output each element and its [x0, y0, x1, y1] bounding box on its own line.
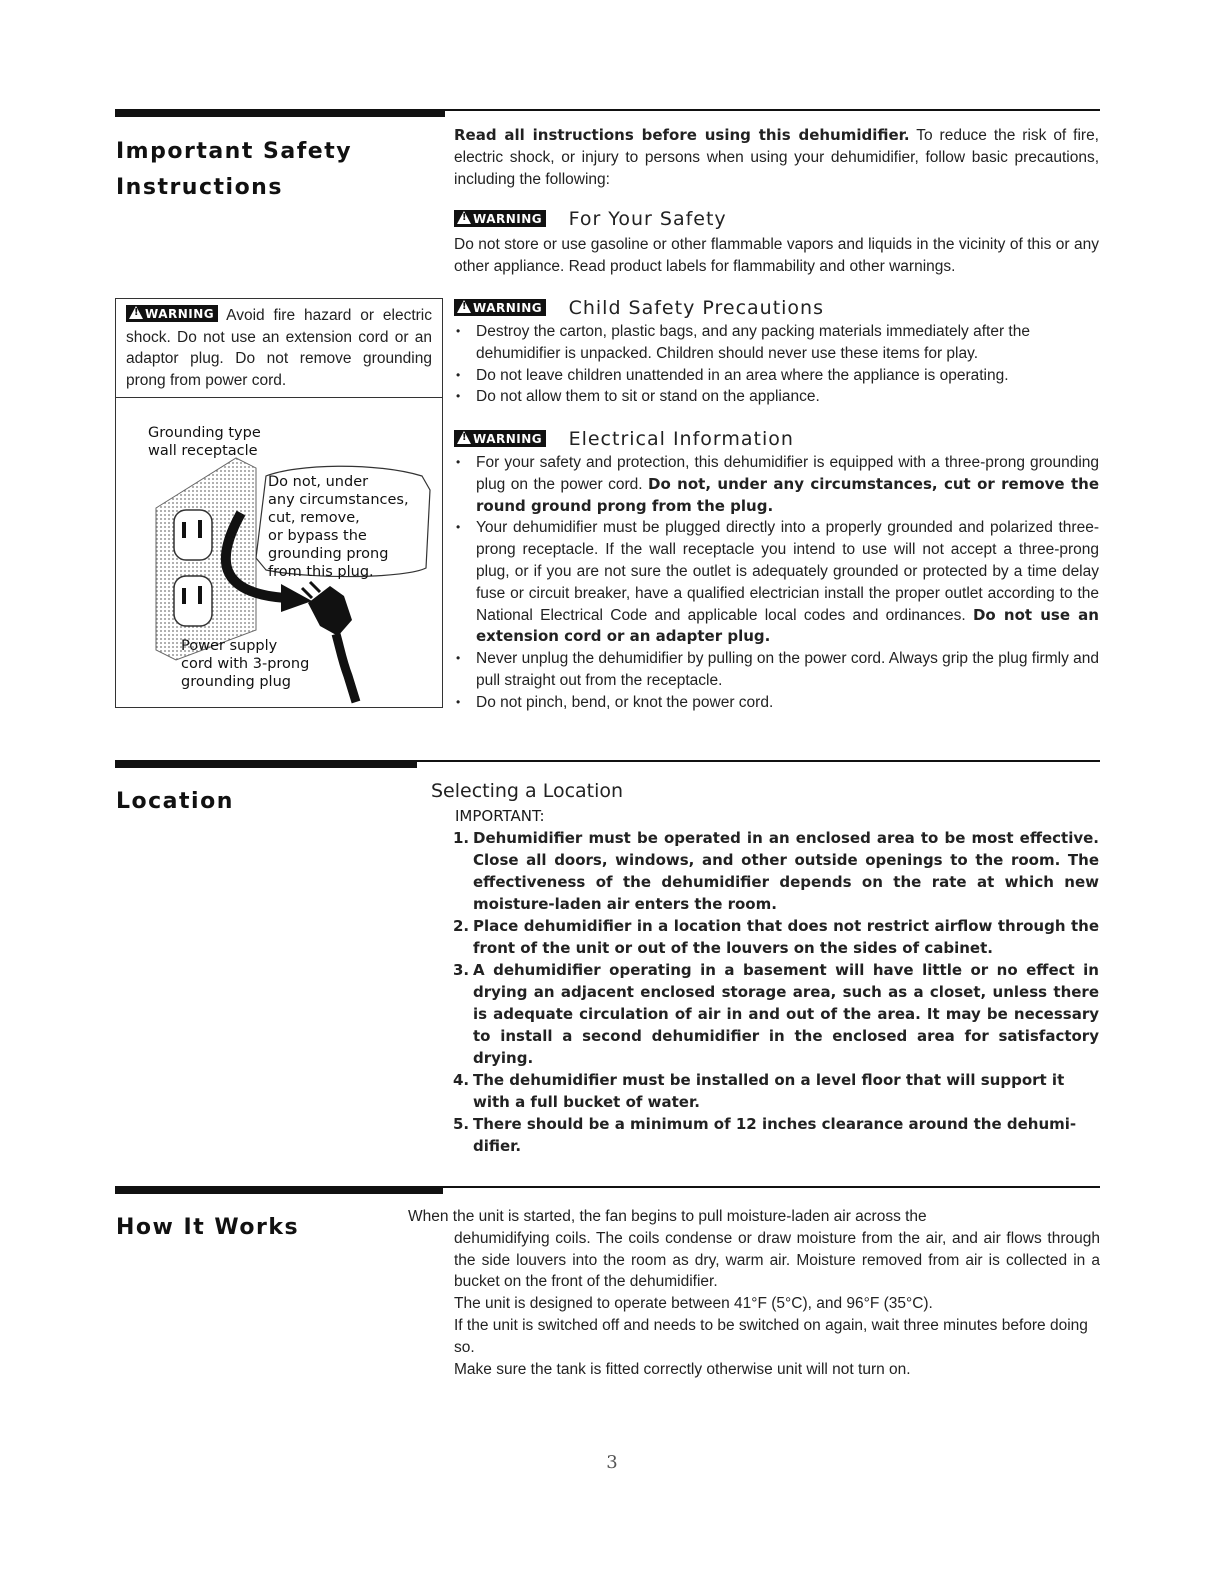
side-warning-box: [115, 298, 443, 398]
warning-triangle-icon: [129, 306, 143, 319]
child-safety-title: Child Safety Precautions: [568, 297, 824, 319]
electrical-block: [454, 428, 1099, 714]
how-it-works-heading: How It Works: [116, 1215, 300, 1240]
how-it-works-para2: The unit is designed to operate between 41°F (5°C), and 96°F (35°C).: [454, 1295, 933, 1313]
location-subheading: Selecting a Location: [431, 780, 624, 802]
location-list: [453, 827, 1099, 1157]
how-it-works-content: [408, 1206, 1100, 1380]
how-it-works-para4: Make sure the tank is fitted correctly otherwise unit will not turn on.: [454, 1360, 911, 1378]
child-safety-list: [454, 321, 1099, 408]
warning-triangle-icon: [457, 300, 471, 313]
safety-heading-line2: Instructions: [116, 175, 283, 200]
list-item: • Never unplug the dehumidifier by pulling on the power cord. Always grip the plug firmly and pull straight out from the receptacle.: [454, 648, 1099, 692]
location-heading: Location: [116, 789, 234, 814]
electrical-list: [454, 452, 1099, 714]
electrical-title: Electrical Information: [568, 428, 794, 450]
warning-badge: !WARNING: [454, 299, 546, 316]
warning-triangle-icon: [457, 431, 471, 444]
list-item: • Do not allow them to sit or stand on the appliance.: [454, 386, 1099, 408]
section-rule-thick: [115, 1186, 443, 1194]
how-it-works-para3: If the unit is switched off and needs to be switched on again, wait three minutes before doing so.: [454, 1316, 1088, 1356]
warning-badge: !WARNING: [126, 305, 218, 322]
warning-triangle-icon: [457, 211, 471, 224]
warning-badge: !WARNING: [454, 210, 546, 227]
safety-heading-line1: Important Safety: [116, 139, 353, 164]
list-item: 1. Dehumidifier must be operated in an enclosed area to be most effective. Close all doors, windows, and other outside openings to the room. The effectiveness of the dehumidifier depends on the rate at which new moisture-laden air enters the room.: [453, 829, 1099, 913]
how-it-works-para1: dehumidifying coils. The coils condense or draw moisture from the air, and air flows through the side louvers into the room as dry, warm air. Moisture removed from air is collected in a bucket on the front of the dehumidifier.: [454, 1229, 1100, 1291]
list-item: • Do not leave children unattended in an area where the appliance is operating.: [454, 365, 1099, 387]
child-safety-block: [454, 297, 1099, 408]
list-item: 4. The dehumidifier must be installed on a level floor that will support it with a full bucket of water.: [453, 1071, 1065, 1111]
warning-badge: !WARNING: [454, 430, 546, 447]
page-number: 3: [606, 1452, 618, 1473]
list-item: • Destroy the carton, plastic bags, and any packing materials immediately after the dehumidifier is unpacked. Children should never use these items for play.: [454, 321, 1099, 365]
section-rule-thin: [417, 760, 1100, 762]
location-content: [431, 777, 1099, 1157]
for-your-safety-block: [454, 208, 1099, 278]
safety-intro: [454, 125, 1099, 190]
section-rule-thick: [115, 760, 417, 768]
section-rule-thick: [115, 109, 445, 117]
for-your-safety-title: For Your Safety: [568, 208, 727, 230]
important-label: IMPORTANT:: [455, 807, 545, 825]
safety-intro-bold: Read all instructions before using this dehumidifier.: [454, 126, 910, 144]
list-item: 5. There should be a minimum of 12 inches clearance around the dehumi-difier.: [453, 1115, 1077, 1155]
list-item: • Your dehumidifier must be plugged directly into a properly grounded and polarized three-prong receptacle. If the wall receptacle you intend to use will not accept a three-prong plug, or if you are not sure the outlet is adequately grounded or protected by a time delay fuse or circuit breaker, have a qualified electrician install the proper outlet according to the National Electrical Code and applicable local codes and ordinances. Do not use an extension cord or an adapter plug.: [454, 517, 1099, 648]
list-item: 2. Place dehumidifier in a location that does not restrict airflow through the front of the unit or out of the louvers on the sides of cabinet.: [453, 917, 1099, 957]
side-warning-text: !WARNING Avoid fire hazard or electric shock. Do not use an extension cord or an adaptor plug. Do not remove grounding prong from power cord.: [116, 299, 442, 391]
section-rule-thin: [443, 1186, 1100, 1188]
for-your-safety-text: Do not store or use gasoline or other flammable vapors and liquids in the vicinity of this or any other appliance. Read product labels for flammability and other warnings.: [454, 236, 1099, 275]
grounding-callout: Do not, under any circumstances, cut, remove, or bypass the grounding prong from this plug.: [268, 474, 409, 580]
section-rule-thin: [445, 109, 1100, 111]
cord-label: Power supply cord with 3-prong grounding plug: [181, 638, 310, 690]
list-item: 3. A dehumidifier operating in a basement will have little or no effect in drying an adjacent enclosed storage area, such as a closet, unless there is adequate circulation of air in and out of the area. It may be necessary to install a second dehumidifier in the enclosed area for satisfactory drying.: [453, 961, 1099, 1067]
grounding-figure-box: [115, 397, 443, 708]
receptacle-label: Grounding type wall receptacle: [148, 425, 261, 459]
how-it-works-first-line: When the unit is started, the fan begins to pull moisture-laden air across the: [408, 1208, 927, 1225]
list-item: • For your safety and protection, this dehumidifier is equipped with a three-prong grounding plug on the power cord. Do not, under any circumstances, cut or remove the round ground prong from the plug.: [454, 452, 1099, 517]
safety-intro-text: To reduce the risk of fire, electric shock, or injury to persons when using your dehumidifier, follow basic precautions, including the following:: [454, 127, 1099, 188]
list-item: • Do not pinch, bend, or knot the power cord.: [454, 692, 1099, 714]
safety-heading: [116, 134, 352, 206]
